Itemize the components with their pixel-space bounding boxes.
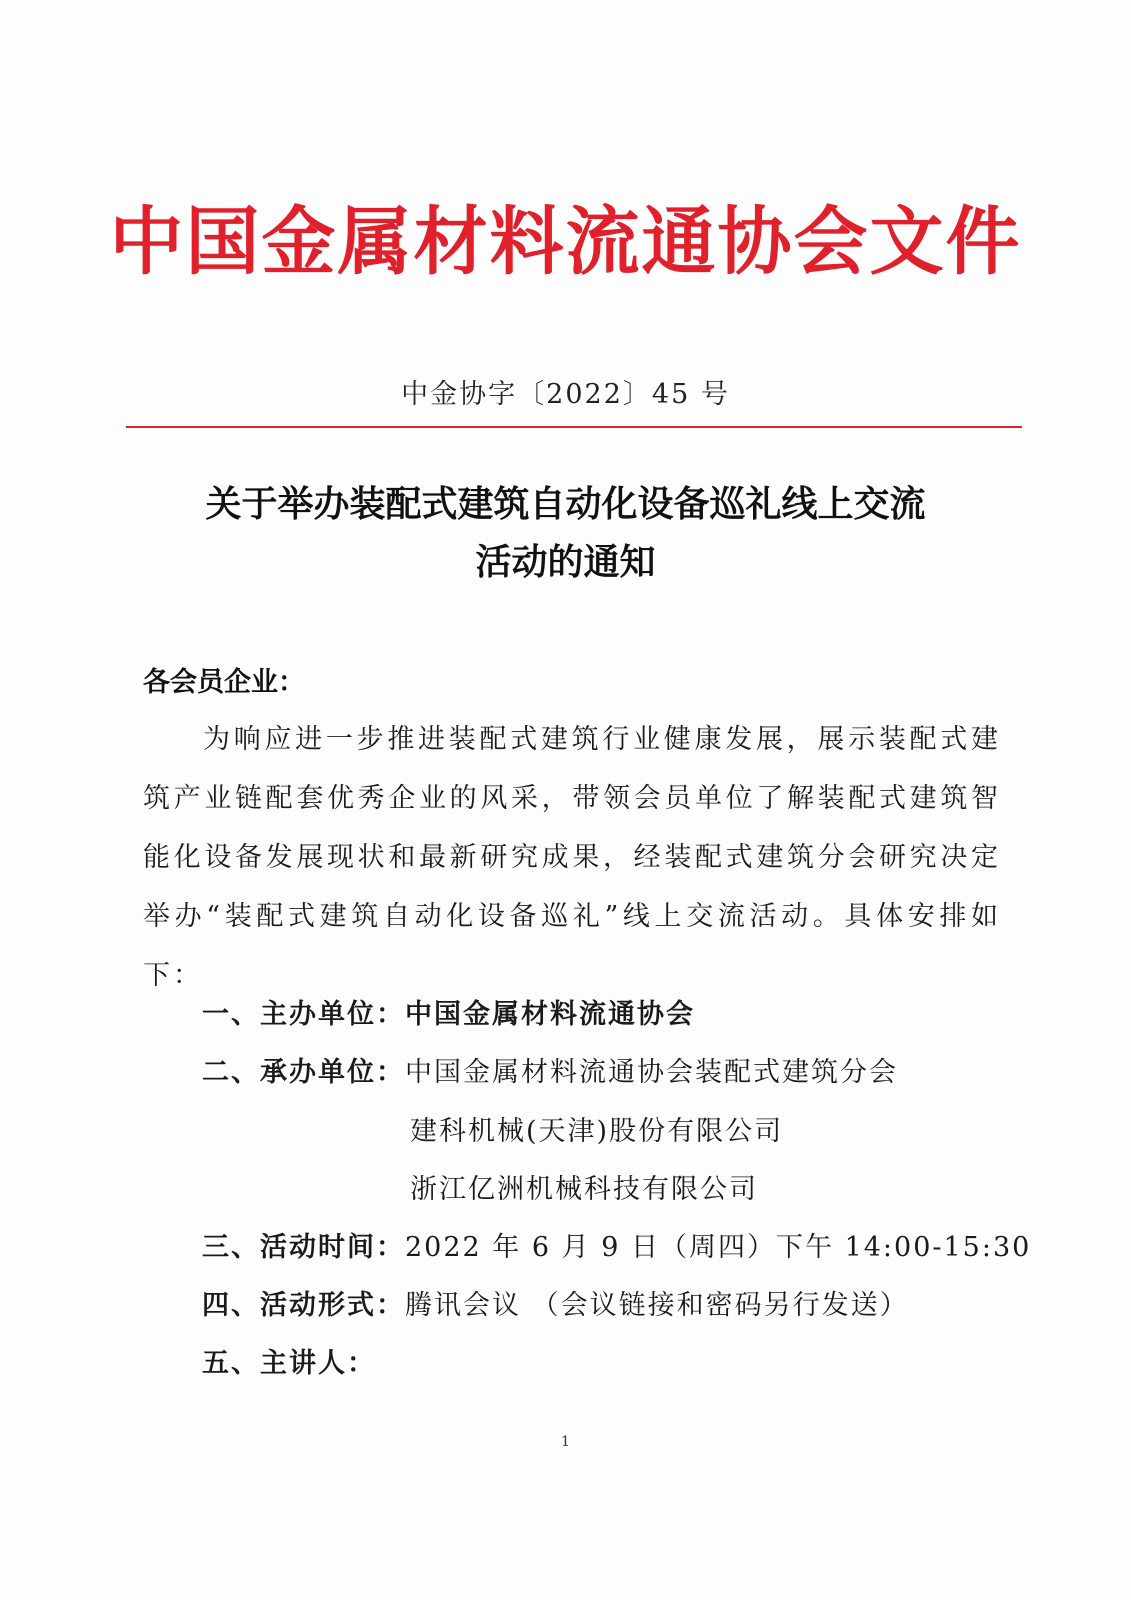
- item-format-value: 腾讯会议 （会议链接和密码另行发送）: [405, 1290, 909, 1321]
- red-divider-line: [126, 426, 1022, 428]
- item-host-value: 中国金属材料流通协会: [405, 999, 695, 1030]
- notice-title-line-1: 关于举办装配式建筑自动化设备巡礼线上交流: [205, 484, 926, 525]
- item-time-label: 三、活动时间：: [202, 1232, 405, 1263]
- document-number: 中金协字〔2022〕45 号: [401, 379, 730, 410]
- item-speaker: [202, 1344, 376, 1384]
- item-speaker-label: 五、主讲人：: [202, 1348, 376, 1379]
- item-format: [202, 1286, 909, 1326]
- item-organizer-label: 二、承办单位：: [202, 1057, 405, 1088]
- notice-title-line-2: 活动的通知: [475, 542, 656, 583]
- salutation: 各会员企业：: [143, 667, 305, 698]
- item-organizer-value-2: 建科机械(天津)股份有限公司: [410, 1116, 784, 1147]
- item-time-value: 2022 年 6 月 9 日（周四）下午 14:00-15:30: [405, 1232, 1032, 1263]
- page-number: 1: [561, 1434, 570, 1450]
- item-host-label: 一、主办单位：: [202, 999, 405, 1030]
- item-format-label: 四、活动形式：: [202, 1290, 405, 1321]
- item-organizer-value-1: 中国金属材料流通协会装配式建筑分会: [405, 1057, 898, 1088]
- item-organizer-value-3: 浙江亿洲机械科技有限公司: [410, 1174, 758, 1205]
- notice-title: [100, 476, 1031, 592]
- org-header-title: 中国金属材料流通协会文件: [109, 199, 1022, 285]
- body-paragraph: 为响应进一步推进装配式建筑行业健康发展，展示装配式建筑产业链配套优秀企业的风采，带领会员单位了解装配式建筑智能化设备发展现状和最新研究成果，经装配式建筑分会研究决定举办“装配式建筑自动化设备巡礼”线上交流活动。具体安排如下：: [143, 724, 1001, 991]
- item-host: [202, 995, 695, 1035]
- item-organizer: [202, 1053, 898, 1093]
- item-time: [202, 1228, 1031, 1268]
